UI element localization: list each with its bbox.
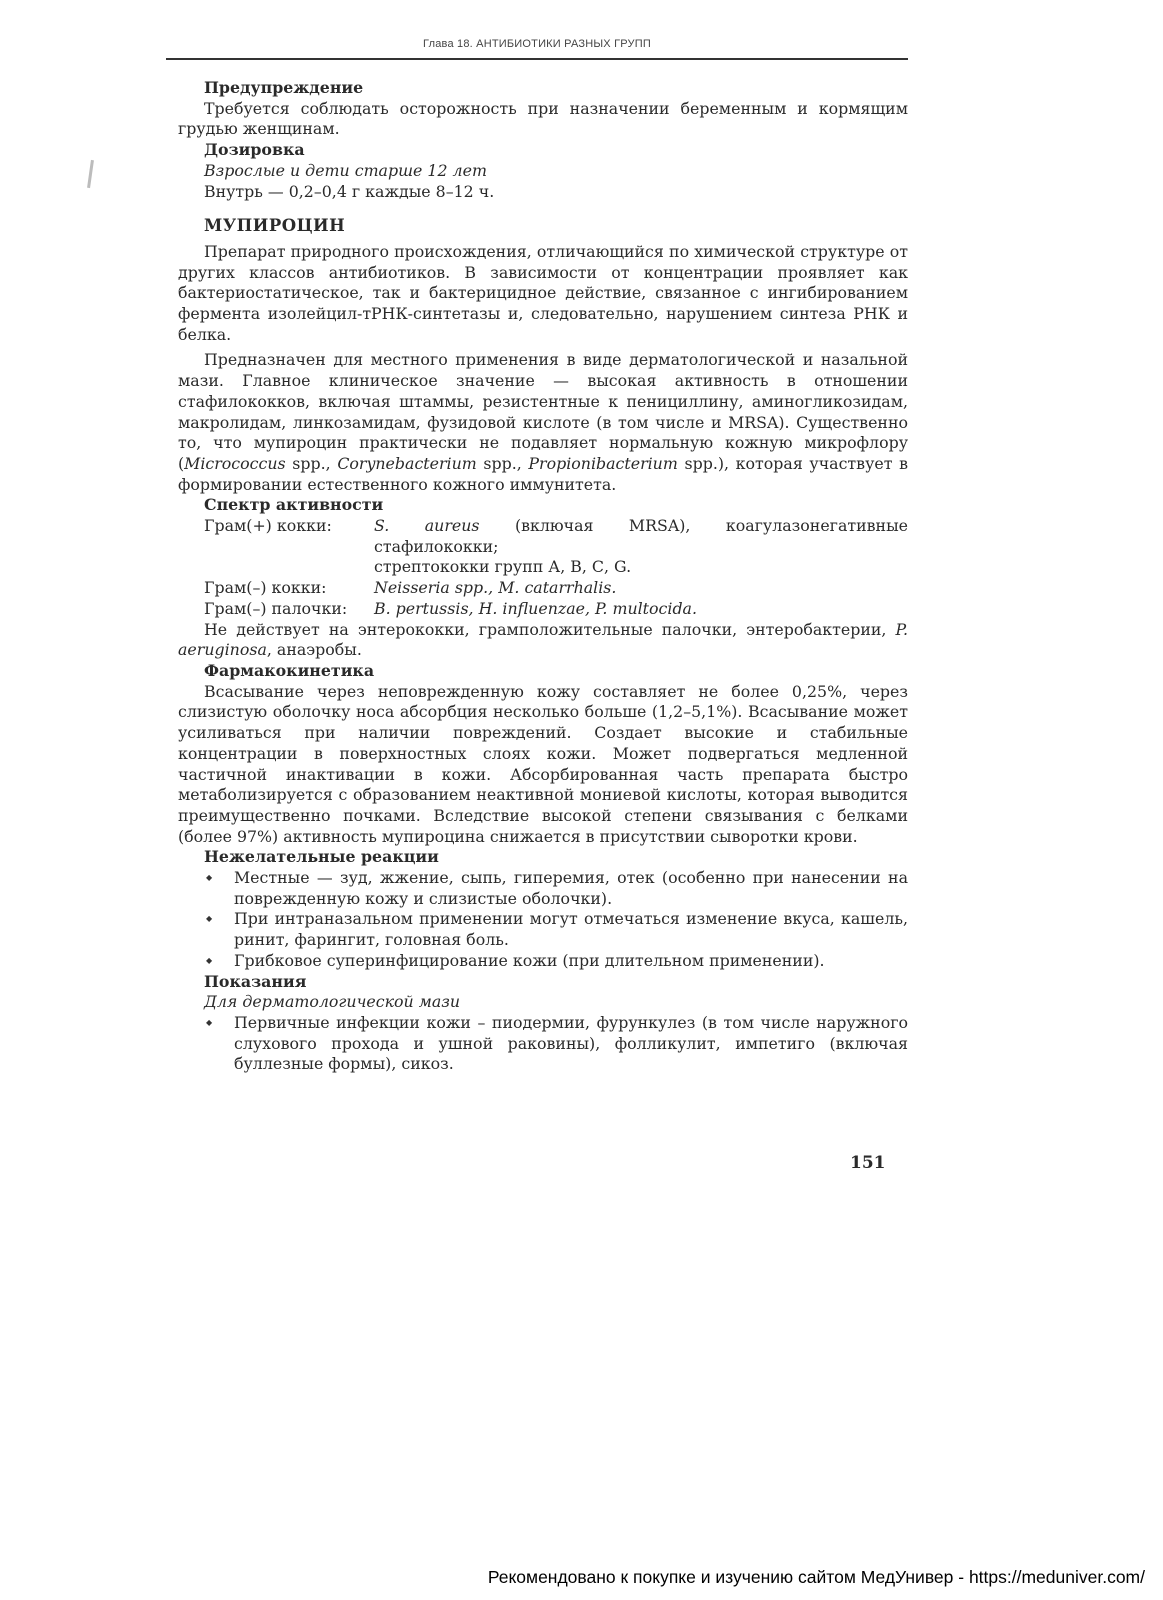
spectrum-value: Neisseria spp., M. catarrhalis. <box>374 578 617 598</box>
footer-recommendation: Рекомендовано к покупке и изучению сайтом МедУнивер - https://meduniver.com/ <box>487 1567 1145 1587</box>
dosage-group: Взрослые и дети старше 12 лет <box>204 160 487 180</box>
spectrum-value-text: (включая MRSA), коагулазонегативные стафилококки; <box>374 516 908 556</box>
intro-text-d: spp.), которая участвует в формировании естественного кожного иммунитета. <box>178 453 908 494</box>
spectrum-row-gram-neg-cocci <box>178 578 908 599</box>
intro-text-b: spp., <box>285 453 338 473</box>
list-item: ◆ Грибковое суперинфицирование кожи (при длительном применении). <box>178 951 908 972</box>
species-propionibacterium: Propionibacterium <box>528 453 678 473</box>
intro-paragraph-1: Препарат природного происхождения, отличающийся по химической структуре от других классов антибиотиков. В зависимости от концентрации проявляет как бактериостатическое, так и бактерицидное действие, связанное с ингибированием фермента изолейцил-тРНК-синтетазы и, следовательно, нарушением синтеза РНК и белка. <box>178 241 908 344</box>
indications-subheading: Для дерматологической мази <box>204 992 461 1012</box>
page-body <box>178 78 908 1075</box>
spectrum-label: Грам(–) палочки: <box>204 598 348 618</box>
species-micrococcus: Micrococcus <box>184 453 286 473</box>
margin-scan-mark <box>87 160 94 188</box>
spectrum-value: B. pertussis, H. influenzae, P. multocida. <box>374 598 697 618</box>
adverse-reactions-heading: Нежелательные реакции <box>204 847 439 867</box>
spectrum-not-active <box>178 620 908 661</box>
not-active-text-a: Не действует на энтерококки, грамположительные палочки, энтеробактерии, <box>204 619 896 639</box>
warning-heading: Предупреждение <box>204 78 364 97</box>
header-rule <box>166 58 908 60</box>
pharmacokinetics-text: Всасывание через неповрежденную кожу составляет не более 0,25%, через слизистую оболочку носа абсорбция несколько больше (1,2–5,1%). Всасывание может усиливаться при наличии повреждений. Создает высокие и стабильные концентрации в поверхностных слоях кожи. Может подвергаться медленной частичной инактивации в кожи. Абсорбированная часть препарата быстро метаболизируется с образованием неактивной мониевой кислоты, которая выводится преимущественно почками. Вследствие высокой степени связывания с белками (более 97%) активность мупироцина снижается в присутствии сыворотки крови. <box>178 681 908 846</box>
pharmacokinetics-heading: Фармакокинетика <box>204 660 375 680</box>
spectrum-value-line2: стрептококки групп А, В, С, G. <box>374 557 632 577</box>
indications-heading: Показания <box>204 971 307 991</box>
intro-text-a: Предназначен для местного применения в виде дерматологической и назальной мази. Главное клиническое значение — высокая активность в отношении стафилококков, включая штаммы, резистентные к пенициллину, аминогликозидам, макролидам, линкозамидам, фузидовой кислоте (в том числе и MRSA). Существенно то, что мупироцин практически не подавляет нормальную кожную микрофлору ( <box>178 350 908 473</box>
species-p-aeruginosa: P. aeruginosa <box>178 619 908 660</box>
spectrum-value <box>374 516 908 578</box>
species-corynebacterium: Corynebacterium <box>337 453 477 473</box>
spectrum-row-gram-pos-cocci <box>178 516 908 578</box>
intro-paragraph-2 <box>178 350 908 495</box>
spectrum-label: Грам(–) кокки: <box>204 578 327 598</box>
page-number: 151 <box>850 1153 886 1173</box>
not-active-text-b: , анаэробы. <box>266 640 362 660</box>
species-s-aureus: S. aureus <box>374 516 480 536</box>
dosage-heading: Дозировка <box>204 140 305 160</box>
spectrum-label: Грам(+) кокки: <box>204 516 332 536</box>
list-item: ◆ Первичные инфекции кожи – пиодермии, фурункулез (в том числе наружного слухового прохода и ушной раковины), фолликулит, импетиго (включая буллезные формы), сикоз. <box>178 1013 908 1075</box>
spectrum-heading: Спектр активности <box>204 495 384 515</box>
intro-text-c: spp., <box>476 453 529 473</box>
list-item: ◆ При интраназальном применении могут отмечаться изменение вкуса, кашель, ринит, фарингит, головная боль. <box>178 909 908 950</box>
warning-text: Требуется соблюдать осторожность при назначении беременным и кормящим грудью женщинам. <box>178 98 908 139</box>
spectrum-row-gram-neg-rods <box>178 599 908 620</box>
list-item: ◆ Местные — зуд, жжение, сыпь, гиперемия, отек (особенно при нанесении на поврежденную кожу и слизистые оболочки). <box>178 868 908 909</box>
dosage-text: Внутрь — 0,2–0,4 г каждые 8–12 ч. <box>204 181 495 201</box>
running-head: Глава 18. АНТИБИОТИКИ РАЗНЫХ ГРУПП <box>423 38 651 50</box>
drug-title: МУПИРОЦИН <box>204 216 346 236</box>
